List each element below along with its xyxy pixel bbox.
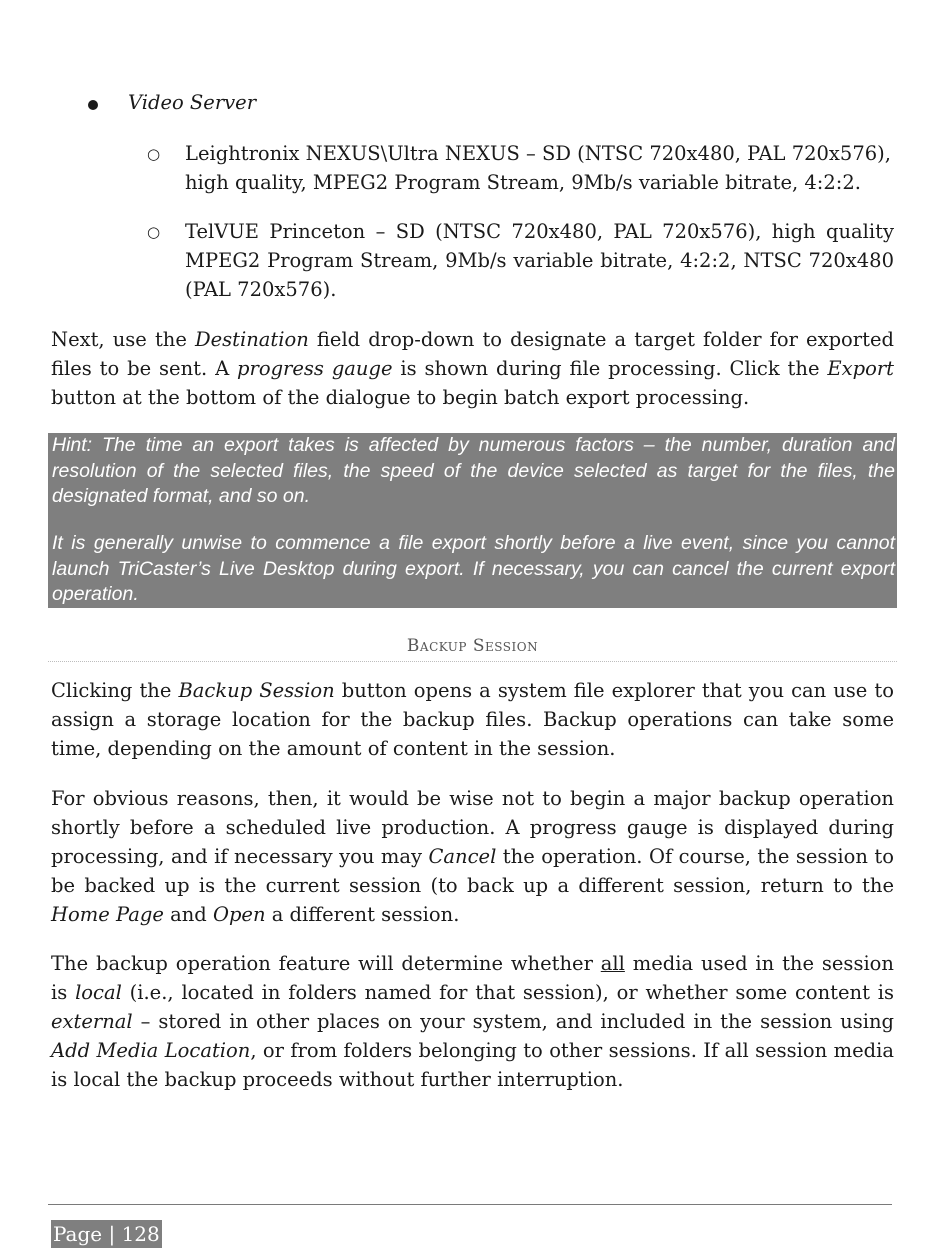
circle-bullet-icon: ○	[147, 145, 161, 163]
footer-divider	[48, 1204, 892, 1205]
paragraph-export: Next, use the Destination field drop-down to designate a target folder for exported files to be sent. A progress gauge is shown during file processing. Click the Export button at the bottom of the dialogue to begin batch export processing.	[51, 328, 894, 409]
bullet-icon	[88, 100, 98, 110]
section-heading: Backup Session	[406, 636, 539, 656]
paragraph-backup-1: Clicking the Backup Session button opens a system file explorer that you can use to assign a storage location for the backup files. Backup operations can take some time, depending on the amount of content in the session.	[51, 679, 894, 760]
hint-paragraph-2: It is generally unwise to commence a file export shortly before a live event, since you cannot launch TriCaster’s Live Desktop during export. If necessary, you can cancel the current export operation.	[52, 532, 895, 605]
hint-box	[48, 433, 897, 608]
hint-paragraph-1: Hint: The time an export takes is affected by numerous factors – the number, duration and resolution of the selected files, the speed of the device selected as target for the files, the designated format, and so on.	[52, 434, 895, 507]
circle-bullet-icon: ○	[147, 223, 161, 241]
heading-divider	[48, 661, 897, 662]
bullet-title: Video Server	[128, 91, 257, 114]
sub-item-2: TelVUE Princeton – SD (NTSC 720x480, PAL 720x576), high quality MPEG2 Program Stream, 9Mb/s variable bitrate, 4:2:2, NTSC 720x480 (PAL 720x576).	[185, 220, 894, 301]
sub-item-1-line1: Leightronix NEXUS\Ultra NEXUS – SD (NTSC 720x480, PAL 720x576),	[185, 142, 891, 165]
page-number: Page | 128	[53, 1222, 160, 1246]
paragraph-backup-2: For obvious reasons, then, it would be wise not to begin a major backup operation shortly before a scheduled live production. A progress gauge is displayed during processing, and if necessary you may Cancel the operation. Of course, the session to be backed up is the current session (to back up a different session, return to the Home Page and Open a different session.	[51, 787, 894, 926]
sub-item-1-line2: high quality, MPEG2 Program Stream, 9Mb/s variable bitrate, 4:2:2.	[185, 171, 861, 194]
paragraph-backup-3: The backup operation feature will determine whether all media used in the session is local (i.e., located in folders named for that session), or whether some content is external – stored in other places on your system, and included in the session using Add Media Location, or from folders belonging to other sessions. If all session media is local the backup proceeds without further interruption.	[51, 952, 894, 1091]
